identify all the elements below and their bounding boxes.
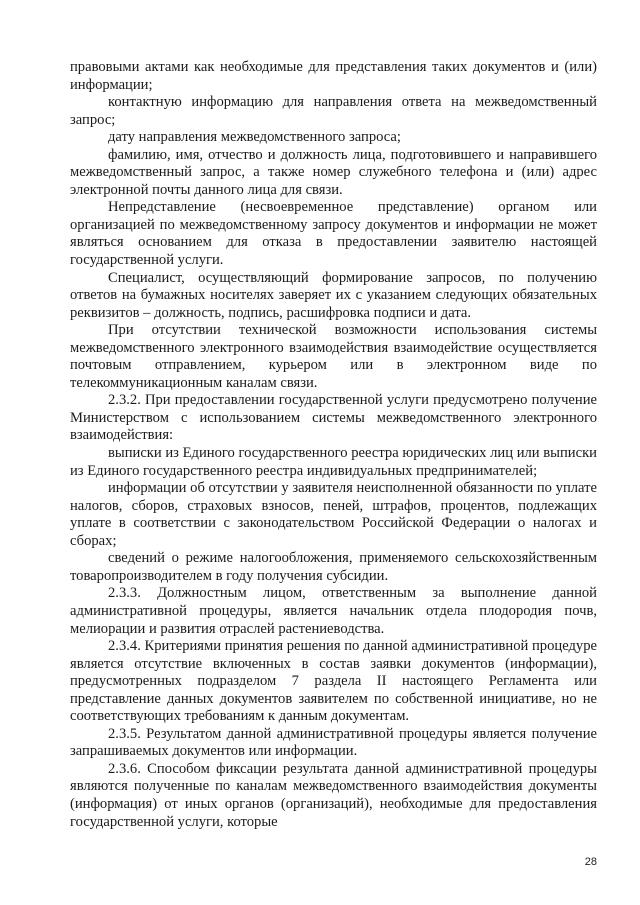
paragraph-12: 2.3.3. Должностным лицом, ответственным за выполнение данной административной процедуры, является начальник отдела плодородия почв, мелиорации и развития отраслей растениеводства. (70, 585, 597, 637)
paragraph-3: дату направления межведомственного запроса; (108, 129, 401, 146)
paragraph-4: фамилию, имя, отчество и должность лица, подготовившего и направившего межведомственный запрос, а также номер служебного телефона и (или) адрес электронной почты данного лица для связи. (70, 146, 597, 198)
paragraph-1: правовыми актами как необходимые для представления таких документов и (или) информации; (70, 59, 597, 93)
paragraph-2: контактную информацию для направления ответа на межведомственный запрос; (70, 94, 597, 128)
paragraph-8: 2.3.2. При предоставлении государственной услуги предусмотрено получение Министерством с использованием системы межведомственного электронного взаимодействия: (70, 392, 597, 444)
paragraph-15: 2.3.6. Способом фиксации результата данной административной процедуры являются полученные по каналам межведомственного взаимодействия документы (информация) от иных органов (организаций), необходимые для предоставления государственной услуги, которые (70, 760, 597, 830)
paragraph-7: При отсутствии технической возможности использования системы межведомственного электронного взаимодействия взаимодействие осуществляется почтовым отправлением, курьером или в электронном виде по телекоммуникационным каналам связи. (70, 322, 597, 391)
body-text (70, 59, 597, 831)
paragraph-14: 2.3.5. Результатом данной административной процедуры является получение запрашиваемых документов или информации. (70, 725, 597, 760)
paragraph-6: Специалист, осуществляющий формирование запросов, по получению ответов на бумажных носителях заверяет их с указанием следующих обязательных реквизитов – должность, подпись, расшифровка подписи и дата. (70, 269, 597, 321)
page-number: 28 (584, 856, 597, 868)
paragraph-10: информации об отсутствии у заявителя неисполненной обязанности по уплате налогов, сборов, страховых взносов, пеней, штрафов, процентов, подлежащих уплате в соответствии с законодательством Российской Федерации о налогах и сборах; (70, 480, 597, 549)
paragraph-9: выписки из Единого государственного реестра юридических лиц или выписки из Единого государственного реестра индивидуальных предпринимателей; (70, 445, 597, 479)
paragraph-11: сведений о режиме налогообложения, применяемого сельскохозяйственным товаропроизводителем в году получения субсидии. (70, 550, 597, 584)
paragraph-13: 2.3.4. Критериями принятия решения по данной административной процедуре является отсутствие включенных в состав заявки документов (информации), предусмотренных подразделом 7 раздела II настоящего Регламента или представление данных документов заявителем по собственной инициативе, но не соответствующих требованиям к данным документам. (70, 638, 597, 725)
paragraph-5: Непредставление (несвоевременное представление) органом или организацией по межведомственному запросу документов и информации не может являться основанием для отказа в предоставлении заявителю настоящей государственной услуги. (70, 199, 597, 269)
